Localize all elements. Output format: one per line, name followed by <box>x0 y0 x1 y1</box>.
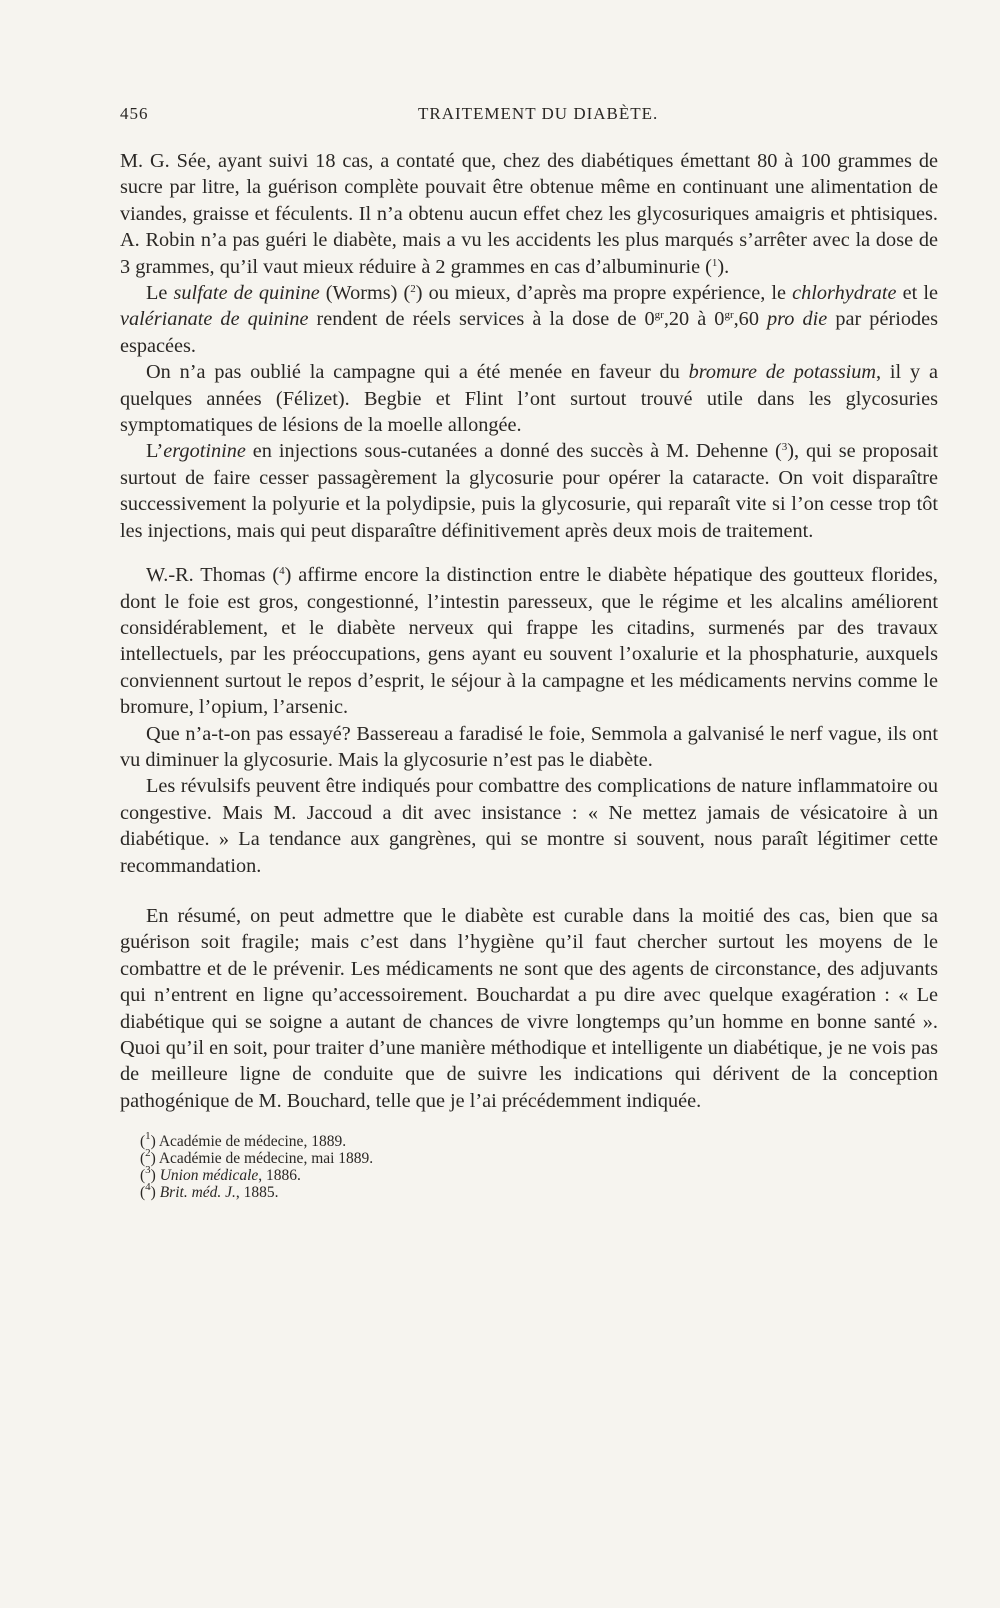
footnote <box>140 1130 938 1151</box>
text-run: ( <box>140 1166 146 1184</box>
note-marker: 3 <box>781 441 788 454</box>
text-run: , il y a quelques années (Félizet). Begbie et Flint l’ont surtout trouvé utile dans les glycosuries symptomatiques de lésions de la moelle allongée. <box>120 361 938 437</box>
note-marker: 4 <box>145 1180 151 1193</box>
text-run: , 1885. <box>235 1183 279 1201</box>
paragraph <box>120 721 938 774</box>
text-run: ) ou mieux, d’après ma propre expérience, le <box>415 282 793 305</box>
text-run: (Worms) ( <box>319 282 411 305</box>
text-run: et le <box>896 282 938 305</box>
text-run: En résumé, on peut admettre que le diabète est curable dans la moitié des cas, bien que sa guérison soit fragile; mais c’est dans l’hygiène qu’il faut chercher surtout les moyens de le combattre et de le prévenir. Les médicaments ne sont que des agents de circonstance, des adjuvants qui n’entrent en ligne qu’accessoirement. Bouchardat a pu dire avec quelque exagération : « Le diabétique qui se soigne a autant de chances de vivre longtemps qu’un homme en bonne santé ». Quoi qu’il en soit, pour traiter d’une manière méthodique et intelligente un diabétique, je ne vois pas de meilleure ligne de conduite que de suivre les indications qui dérivent de la conception pathogénique de M. Bouchard, telle que je l’ai précédemment indiquée. <box>120 904 938 1112</box>
text-run: ,60 <box>733 308 768 331</box>
text-run: ) <box>150 1166 160 1184</box>
italic-text: bromure de potassium <box>688 361 877 384</box>
text-run: L’ <box>146 440 164 463</box>
italic-text: pro die <box>767 308 828 331</box>
italic-text: Brit. méd. J. <box>159 1183 236 1201</box>
paragraph <box>120 359 938 438</box>
text-run: ), qui se proposait surtout de faire cesser passagèrement la glycosurie pour opérer la cataracte. On voit disparaître successivement la polyurie et la polydipsie, puis la glycosurie, qui reparaît vite si l’on cesse trop tôt les injections, mais qui peut disparaître définitivement après deux mois de traitement. <box>120 440 939 542</box>
note-marker: 2 <box>145 1147 151 1160</box>
footnote <box>140 1180 938 1202</box>
paragraph <box>120 903 938 1114</box>
text-run: Le <box>146 282 174 305</box>
text-run: ) Académie de médecine, mai 1889. <box>150 1150 374 1168</box>
text-run: en injections sous-cutanées a donné des succès à M. Dehenne ( <box>245 440 782 463</box>
text-run: On n’a pas oublié la campagne qui a été menée en faveur du <box>146 361 689 384</box>
footnotes <box>120 1130 938 1201</box>
text-run: par périodes espacées. <box>120 308 939 357</box>
text-run: rendent de réels services à la dose de 0 <box>308 308 655 331</box>
note-marker: gr <box>654 309 664 322</box>
paragraph <box>120 280 938 359</box>
text-run: M. G. Sée, ayant suivi 18 cas, a contaté que, chez des diabétiques émettant 80 à 100 grammes de sucre par litre, la guérison complète pouvait être obtenue même en continuant une alimentation de viandes, graisse et féculents. Il n’a obtenu aucun effet chez les glycosuriques amaigris et phtisiques. A. Robin n’a pas guéri le diabète, mais a vu les accidents les plus marqués s’arrêter avec la dose de 3 grammes, qu’il vaut mieux réduire à 2 grammes en cas d’albuminurie ( <box>120 150 938 278</box>
body-text <box>120 148 938 1114</box>
text-run: ) <box>150 1183 160 1201</box>
note-marker: 3 <box>145 1163 151 1176</box>
paragraph <box>120 148 938 280</box>
note-marker: gr <box>724 309 734 322</box>
footnote <box>140 1163 938 1185</box>
text-run: ( <box>140 1133 146 1151</box>
text-run: W.-R. Thomas ( <box>146 564 280 587</box>
text-run: , 1886. <box>258 1166 301 1184</box>
paragraph <box>120 773 938 879</box>
text-run: Que n’a-t-on pas essayé? Bassereau a faradisé le foie, Semmola a galvanisé le nerf vague, ils ont vu diminuer la glycosurie. Mais la glycosurie n’est pas le diabète. <box>120 722 938 771</box>
paragraph <box>120 438 938 544</box>
italic-text: ergotinine <box>163 440 246 463</box>
page-header <box>120 104 938 134</box>
note-marker: 1 <box>145 1130 151 1143</box>
book-page <box>120 104 938 1201</box>
text-run: ) Académie de médecine, 1889. <box>150 1133 347 1151</box>
note-marker: 2 <box>410 283 416 296</box>
italic-text: Union médicale <box>159 1166 259 1184</box>
text-run: ) affirme encore la distinction entre le diabète hépatique des goutteux florides, dont le foie est gros, congestionné, l’intestin paresseux, que le régime et les alcalins améliorent considérablement, et le diabète nerveux qui frappe les citadins, surmenés par des travaux intellectuels, par les préoccupations, gens ayant eu souvent l’oxalurie et la phosphaturie, auxquels conviennent surtout le repos d’esprit, le séjour à la campagne et les médicaments nervins comme le bromure, l’opium, l’arsenic. <box>120 564 938 719</box>
page-number: 456 <box>120 104 149 123</box>
text-run: ,20 à 0 <box>663 308 725 331</box>
text-run: ( <box>140 1150 146 1168</box>
italic-text: sulfate de quinine <box>173 282 320 305</box>
running-title: TRAITEMENT DU DIABÈTE. <box>418 104 659 123</box>
note-marker: 1 <box>711 256 718 269</box>
text-run: Les révulsifs peuvent être indiqués pour combattre des complications de nature inflammatoire ou congestive. Mais M. Jaccoud a dit avec insistance : « Ne mettez jamais de vésicatoire à un diabétique. » La tendance aux gangrènes, qui se montre si souvent, nous paraît légitimer cette recommandation. <box>120 775 938 877</box>
text-run: ( <box>140 1183 146 1201</box>
italic-text: chlorhydrate <box>792 282 897 305</box>
italic-text: valérianate de quinine <box>120 308 309 331</box>
paragraph <box>120 562 938 720</box>
footnote <box>140 1147 938 1168</box>
text-run: ). <box>717 255 730 278</box>
note-marker: 4 <box>279 565 285 578</box>
